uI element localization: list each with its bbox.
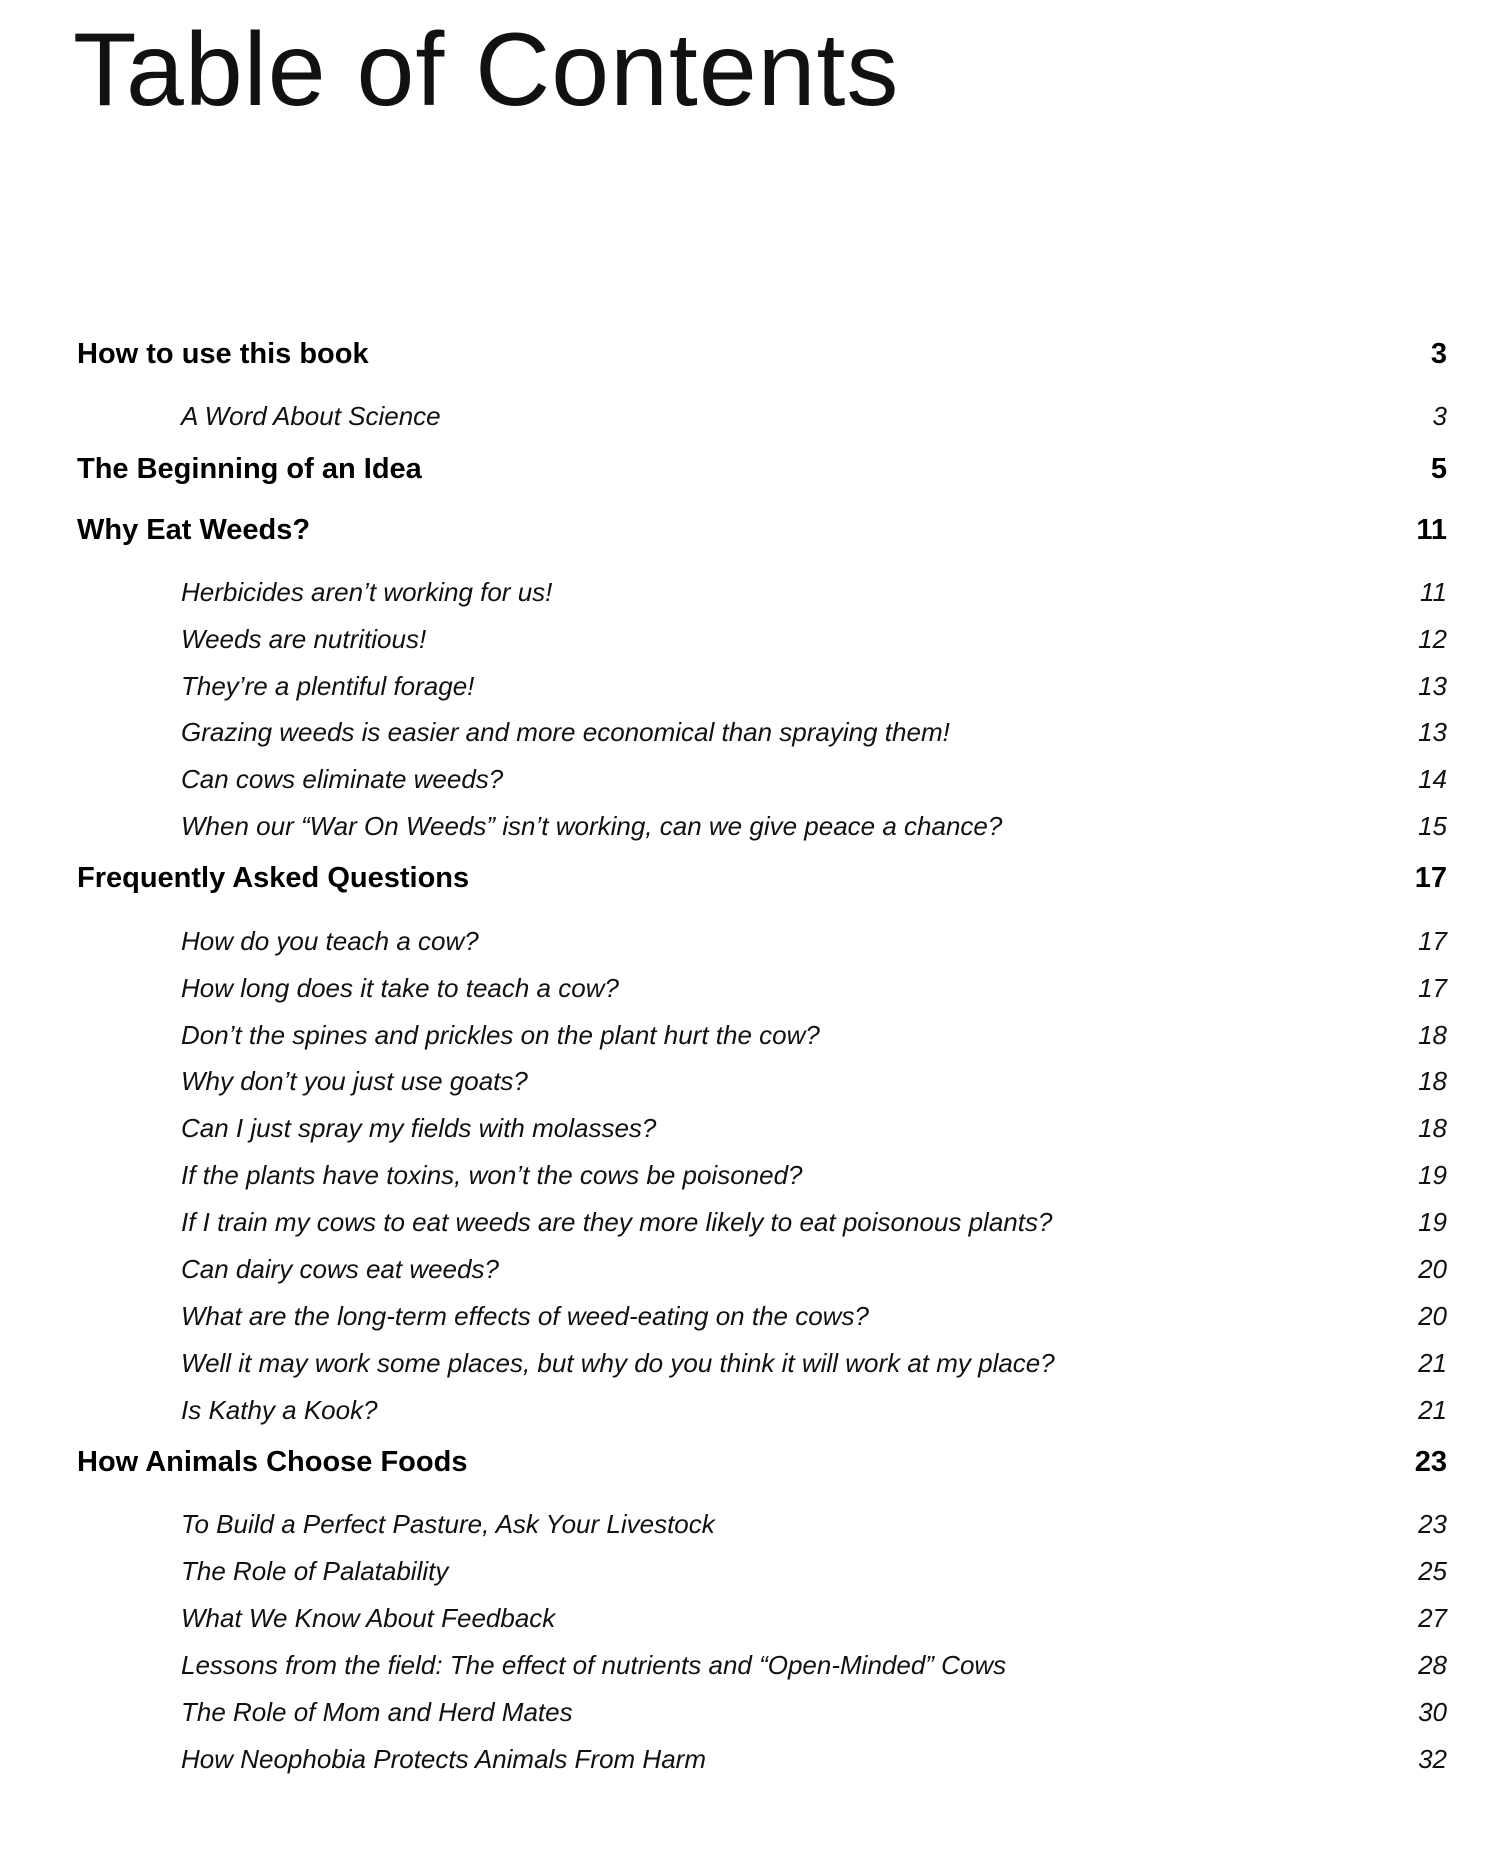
page-number: 19 — [1418, 1207, 1447, 1237]
page-number: 19 — [1418, 1160, 1447, 1190]
section-title: Lessons from the field: The effect of nutrients and “Open-Minded” Cows — [181, 1650, 1007, 1680]
page-number: 5 — [1430, 453, 1447, 485]
page-number: 11 — [1420, 577, 1447, 607]
page-number: 18 — [1418, 1020, 1447, 1050]
page-number: 25 — [1418, 1556, 1447, 1586]
section-title: Don’t the spines and prickles on the plant hurt the cow? — [181, 1020, 820, 1050]
page-number: 14 — [1418, 764, 1447, 794]
section-title: Is Kathy a Kook? — [181, 1395, 378, 1425]
section-title: Why don’t you just use goats? — [181, 1066, 528, 1096]
chapter-title: The Beginning of an Idea — [77, 453, 422, 485]
page-number: 17 — [1418, 926, 1447, 956]
section-title: How do you teach a cow? — [181, 926, 479, 956]
page-number: 21 — [1418, 1395, 1447, 1425]
page-number: 15 — [1418, 811, 1447, 841]
section-title: Can cows eliminate weeds? — [181, 764, 504, 794]
page-number: 17 — [1418, 973, 1447, 1003]
chapter-title: How to use this book — [77, 338, 369, 370]
page-number: 20 — [1418, 1254, 1447, 1284]
page-number: 30 — [1418, 1697, 1447, 1727]
page-number: 23 — [1418, 1509, 1447, 1539]
section-title: If I train my cows to eat weeds are they more likely to eat poisonous plants? — [181, 1207, 1053, 1237]
page-number: 13 — [1418, 717, 1447, 747]
page-number: 11 — [1416, 514, 1447, 546]
chapter-title: Frequently Asked Questions — [77, 862, 470, 894]
section-title: A Word About Science — [181, 401, 441, 431]
page-number: 3 — [1432, 401, 1447, 431]
page-number: 12 — [1418, 624, 1447, 654]
page-number: 32 — [1418, 1744, 1447, 1774]
page-number: 23 — [1414, 1446, 1447, 1478]
page-number: 21 — [1418, 1348, 1447, 1378]
section-title: When our “War On Weeds” isn’t working, can we give peace a chance? — [181, 811, 1003, 841]
section-title: To Build a Perfect Pasture, Ask Your Livestock — [181, 1509, 715, 1539]
section-title: What We Know About Feedback — [181, 1603, 556, 1633]
section-title: How long does it take to teach a cow? — [181, 973, 619, 1003]
chapter-title: How Animals Choose Foods — [77, 1446, 468, 1478]
section-title: If the plants have toxins, won’t the cows be poisoned? — [181, 1160, 803, 1190]
section-title: Can I just spray my fields with molasses? — [181, 1113, 657, 1143]
section-title: Can dairy cows eat weeds? — [181, 1254, 499, 1284]
section-title: What are the long-term effects of weed-eating on the cows? — [181, 1301, 869, 1331]
section-title: Weeds are nutritious! — [181, 624, 427, 654]
page-number: 18 — [1418, 1066, 1447, 1096]
page-number: 28 — [1418, 1650, 1447, 1680]
section-title: Herbicides aren’t working for us! — [181, 577, 553, 607]
page-number: 17 — [1414, 862, 1447, 894]
page-number: 27 — [1418, 1603, 1447, 1633]
section-title: Well it may work some places, but why do you think it will work at my place? — [181, 1348, 1055, 1378]
section-title: Grazing weeds is easier and more economical than spraying them! — [181, 717, 950, 747]
page-number: 20 — [1418, 1301, 1447, 1331]
page-number: 18 — [1418, 1113, 1447, 1143]
section-title: The Role of Mom and Herd Mates — [181, 1697, 573, 1727]
section-title: The Role of Palatability — [181, 1556, 449, 1586]
page-title: Table of Contents — [73, 12, 900, 128]
section-title: How Neophobia Protects Animals From Harm — [181, 1744, 706, 1774]
page-number: 3 — [1430, 338, 1447, 370]
chapter-title: Why Eat Weeds? — [77, 514, 311, 546]
section-title: They’re a plentiful forage! — [181, 671, 475, 701]
page-number: 13 — [1418, 671, 1447, 701]
